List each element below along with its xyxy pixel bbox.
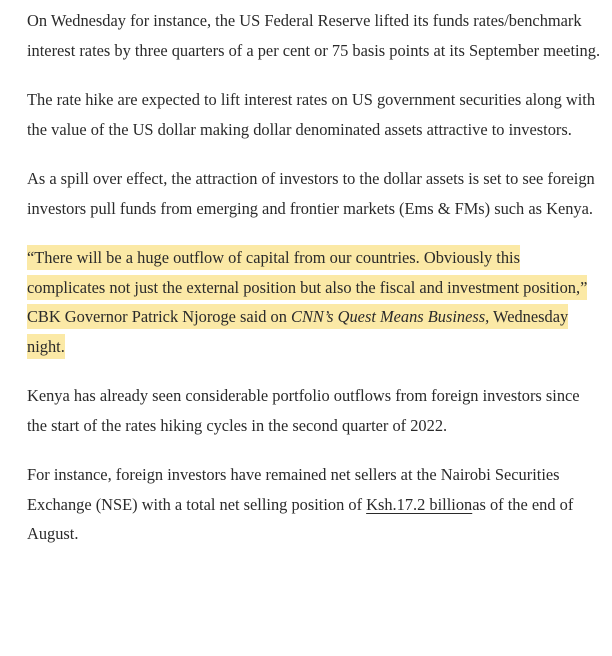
- paragraph-fed-rate-hike: On Wednesday for instance, the US Federal Reserve lifted its funds rates/benchmark interest rates by three quarters of a per cent or 75 basis points at its September meeting.: [27, 11, 601, 60]
- net-selling-link[interactable]: Ksh.17.2 billion: [366, 494, 473, 514]
- quote-text: “There will be a huge outflow of capital from our countries. Obviously this complicates not just the external position but also the fiscal and investment position,” CBK Governor Patrick Njoroge said on: [27, 248, 588, 326]
- paragraph-nse-net-selling: [27, 460, 602, 549]
- quote-show-name: CNN’s Quest Means Business: [291, 307, 486, 326]
- highlighted-quote: [27, 243, 602, 361]
- nse-text-before: For instance, foreign investors have remained net sellers at the Nairobi Securities Exchange (NSE) with a total net selling position of: [27, 465, 560, 514]
- quote-tail: , Wednesday night.: [27, 307, 569, 356]
- article-body: [27, 6, 602, 569]
- nse-text-after: as of the end of August.: [27, 494, 574, 543]
- paragraph-portfolio-outflows: Kenya has already seen considerable portfolio outflows from foreign investors since the start of the rates hiking cycles in the second quarter of 2022.: [27, 386, 580, 435]
- quote-highlight: [27, 245, 587, 359]
- paragraph-rate-hike-effect: The rate hike are expected to lift interest rates on US government securities along with the value of the US dollar making dollar denominated assets attractive to investors.: [27, 90, 596, 139]
- paragraph-spillover-effect: As a spill over effect, the attraction of investors to the dollar assets is set to see foreign investors pull funds from emerging and frontier markets (Ems & FMs) such as Kenya.: [27, 169, 595, 218]
